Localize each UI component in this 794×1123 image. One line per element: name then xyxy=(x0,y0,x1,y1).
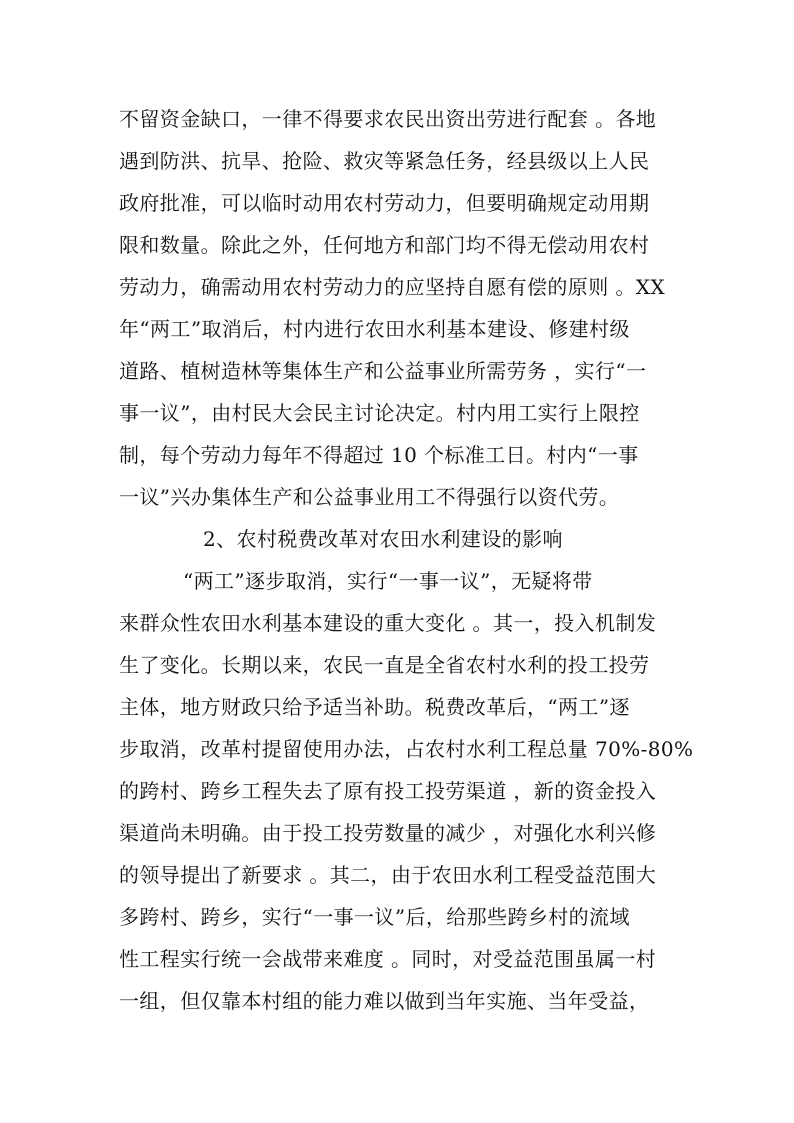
paragraph-line: 一组，但仅靠本村组的能力难以做到当年实施、当年受益， xyxy=(119,989,650,1013)
paragraph-line: 年“两工”取消后，村内进行农田水利基本建设、修建村级 xyxy=(119,317,630,341)
paragraph-line: 性工程实行统一会战带来难度 。同时，对受益范围虽属一村 xyxy=(119,947,657,971)
paragraph-line: 政府批准，可以临时动用农村劳动力，但要明确规定动用期 xyxy=(119,191,650,215)
paragraph-line: 制，每个劳动力每年不得超过 10 个标准工日。村内“一事 xyxy=(119,443,639,467)
paragraph-line: 道路、植树造林等集体生产和公益事业所需劳务 ，实行“一 xyxy=(119,359,647,383)
paragraph-line: 不留资金缺口，一律不得要求农民出资出劳进行配套 。各地 xyxy=(119,107,657,131)
paragraph-line: 的跨村、跨乡工程失去了原有投工投劳渠道 ，新的资金投入 xyxy=(119,779,657,803)
paragraph-line: 多跨村、跨乡，实行“一事一议”后，给那些跨乡村的流域 xyxy=(119,905,630,929)
paragraph-line: 生了变化。长期以来，农民一直是全省农村水利的投工投劳 xyxy=(119,653,650,677)
document-body xyxy=(119,98,694,1022)
paragraph-line: 步取消，改革村提留使用办法，占农村水利工程总量 70%-80% xyxy=(119,737,694,761)
section-heading: 2、农村税费改革对农田水利建设的影响 xyxy=(203,527,563,551)
paragraph-line: 的领导提出了新要求 。其二，由于农田水利工程受益范围大 xyxy=(119,863,657,887)
paragraph-line: 事一议”，由村民大会民主讨论决定。村内用工实行上限控 xyxy=(119,401,640,425)
paragraph-line: 来群众性农田水利基本建设的重大变化 。其一，投入机制发 xyxy=(119,611,657,635)
paragraph-line: 限和数量。除此之外，任何地方和部门均不得无偿动用农村 xyxy=(119,233,650,257)
paragraph-line: 一议”兴办集体生产和公益事业用工不得强行以资代劳。 xyxy=(119,485,620,509)
paragraph-line: 主体，地方财政只给予适当补助。税费改革后，“两工”逐 xyxy=(119,695,630,719)
paragraph-line: 遇到防洪、抗旱、抢险、救灾等紧急任务，经县级以上人民 xyxy=(119,149,650,173)
paragraph-line: 劳动力，确需动用农村劳动力的应坚持自愿有偿的原则 。XX xyxy=(119,275,666,299)
paragraph-line: “两工”逐步取消，实行“一事一议”，无疑将带 xyxy=(183,569,593,593)
paragraph-line: 渠道尚未明确。由于投工投劳数量的减少 ，对强化水利兴修 xyxy=(119,821,657,845)
